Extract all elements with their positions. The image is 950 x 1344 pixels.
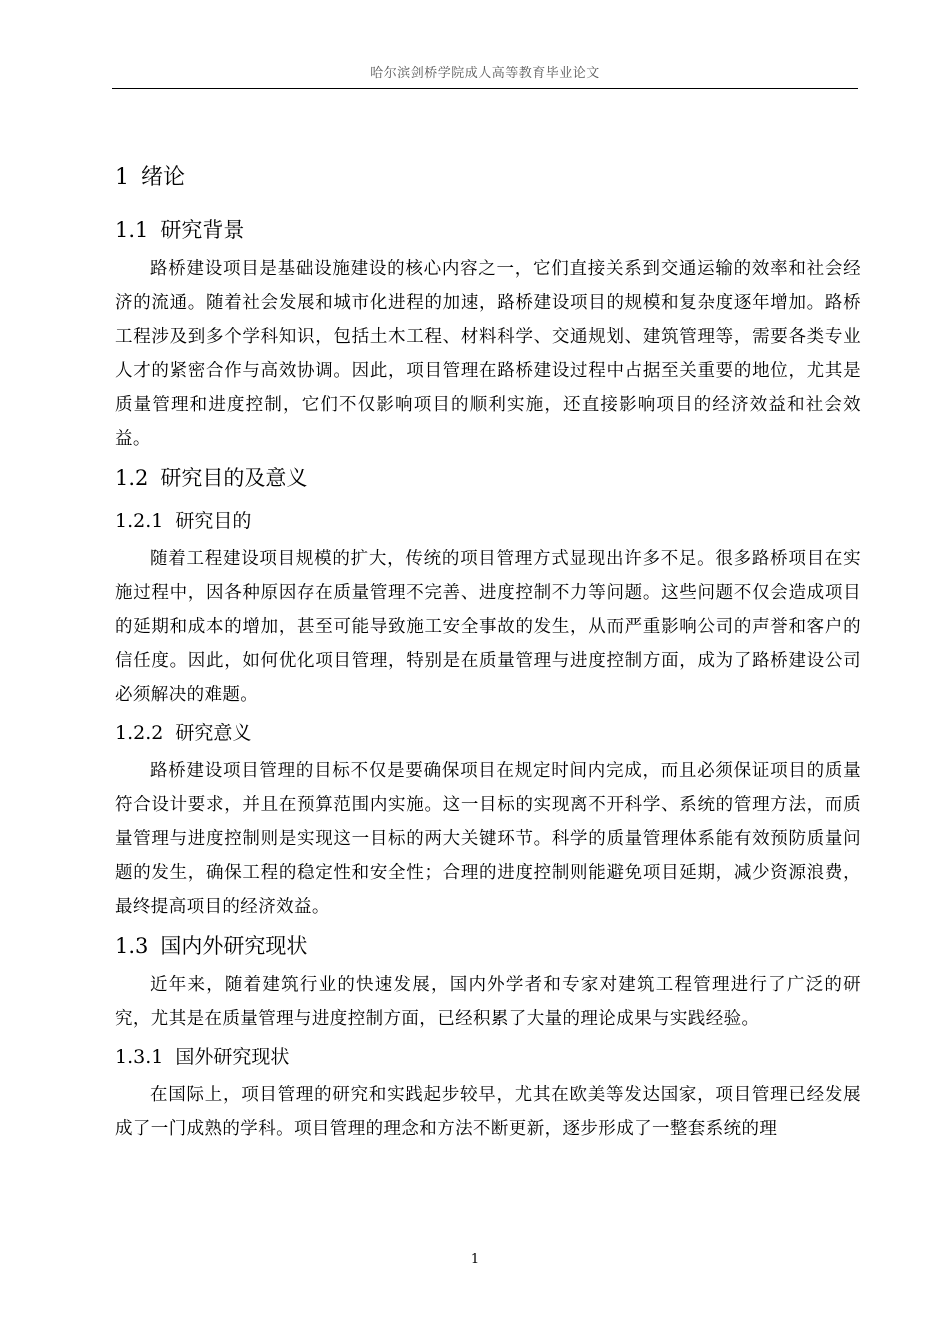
paragraph: 随着工程建设项目规模的扩大，传统的项目管理方式显现出许多不足。很多路桥项目在实施过程中，因各种原因存在质量管理不完善、进度控制不力等问题。这些问题不仅会造成项目的延期和成本的增加，甚至可能导致施工安全事故的发生，从而严重影响公司的声誉和客户的信任度。因此，如何优化项目管理，特别是在质量管理与进度控制方面，成为了路桥建设公司必须解决的难题。 xyxy=(115,549,861,705)
document-body xyxy=(115,158,861,1146)
subsection-heading xyxy=(115,712,861,754)
paragraph: 在国际上，项目管理的研究和实践起步较早，尤其在欧美等发达国家，项目管理已经发展成了一门成熟的学科。项目管理的理念和方法不断更新，逐步形成了一整套系统的理 xyxy=(115,1085,861,1139)
subsection-number: 1.2.1 xyxy=(115,510,164,532)
section-title: 研究目的及意义 xyxy=(160,466,308,490)
chapter-heading xyxy=(115,158,861,198)
section-number: 1.1 xyxy=(115,218,149,242)
section-number: 1.3 xyxy=(115,934,149,958)
subsection-title: 国外研究现状 xyxy=(175,1046,290,1068)
section-number: 1.2 xyxy=(115,466,149,490)
chapter-number: 1 xyxy=(115,165,129,190)
chapter-title: 绪论 xyxy=(141,165,186,190)
paragraph: 路桥建设项目是基础设施建设的核心内容之一，它们直接关系到交通运输的效率和社会经济的流通。随着社会发展和城市化进程的加速，路桥建设项目的规模和复杂度逐年增加。路桥工程涉及到多个学科知识，包括土木工程、材料科学、交通规划、建筑管理等，需要各类专业人才的紧密合作与高效协调。因此，项目管理在路桥建设过程中占据至关重要的地位，尤其是质量管理和进度控制，它们不仅影响项目的顺利实施，还直接影响项目的经济效益和社会效益。 xyxy=(115,259,861,449)
section-heading xyxy=(115,924,861,968)
section-heading xyxy=(115,456,861,500)
page-number: 1 xyxy=(470,1252,480,1267)
section-title: 国内外研究现状 xyxy=(160,934,308,958)
subsection-number: 1.2.2 xyxy=(115,722,164,744)
page-header: 哈尔滨剑桥学院成人高等教育毕业论文 xyxy=(370,66,600,81)
subsection-title: 研究意义 xyxy=(175,722,252,744)
subsection-title: 研究目的 xyxy=(175,510,252,532)
subsection-heading xyxy=(115,1036,861,1078)
subsection-heading xyxy=(115,500,861,542)
subsection-number: 1.3.1 xyxy=(115,1046,164,1068)
paragraph: 近年来，随着建筑行业的快速发展，国内外学者和专家对建筑工程管理进行了广泛的研究，尤其是在质量管理与进度控制方面，已经积累了大量的理论成果与实践经验。 xyxy=(115,975,861,1029)
header-divider xyxy=(112,88,858,89)
paragraph: 路桥建设项目管理的目标不仅是要确保项目在规定时间内完成，而且必须保证项目的质量符合设计要求，并且在预算范围内实施。这一目标的实现离不开科学、系统的管理方法，而质量管理与进度控制则是实现这一目标的两大关键环节。科学的质量管理体系能有效预防质量问题的发生，确保工程的稳定性和安全性；合理的进度控制则能避免项目延期，减少资源浪费，最终提高项目的经济效益。 xyxy=(115,761,861,917)
section-title: 研究背景 xyxy=(160,218,245,242)
section-heading xyxy=(115,208,861,252)
